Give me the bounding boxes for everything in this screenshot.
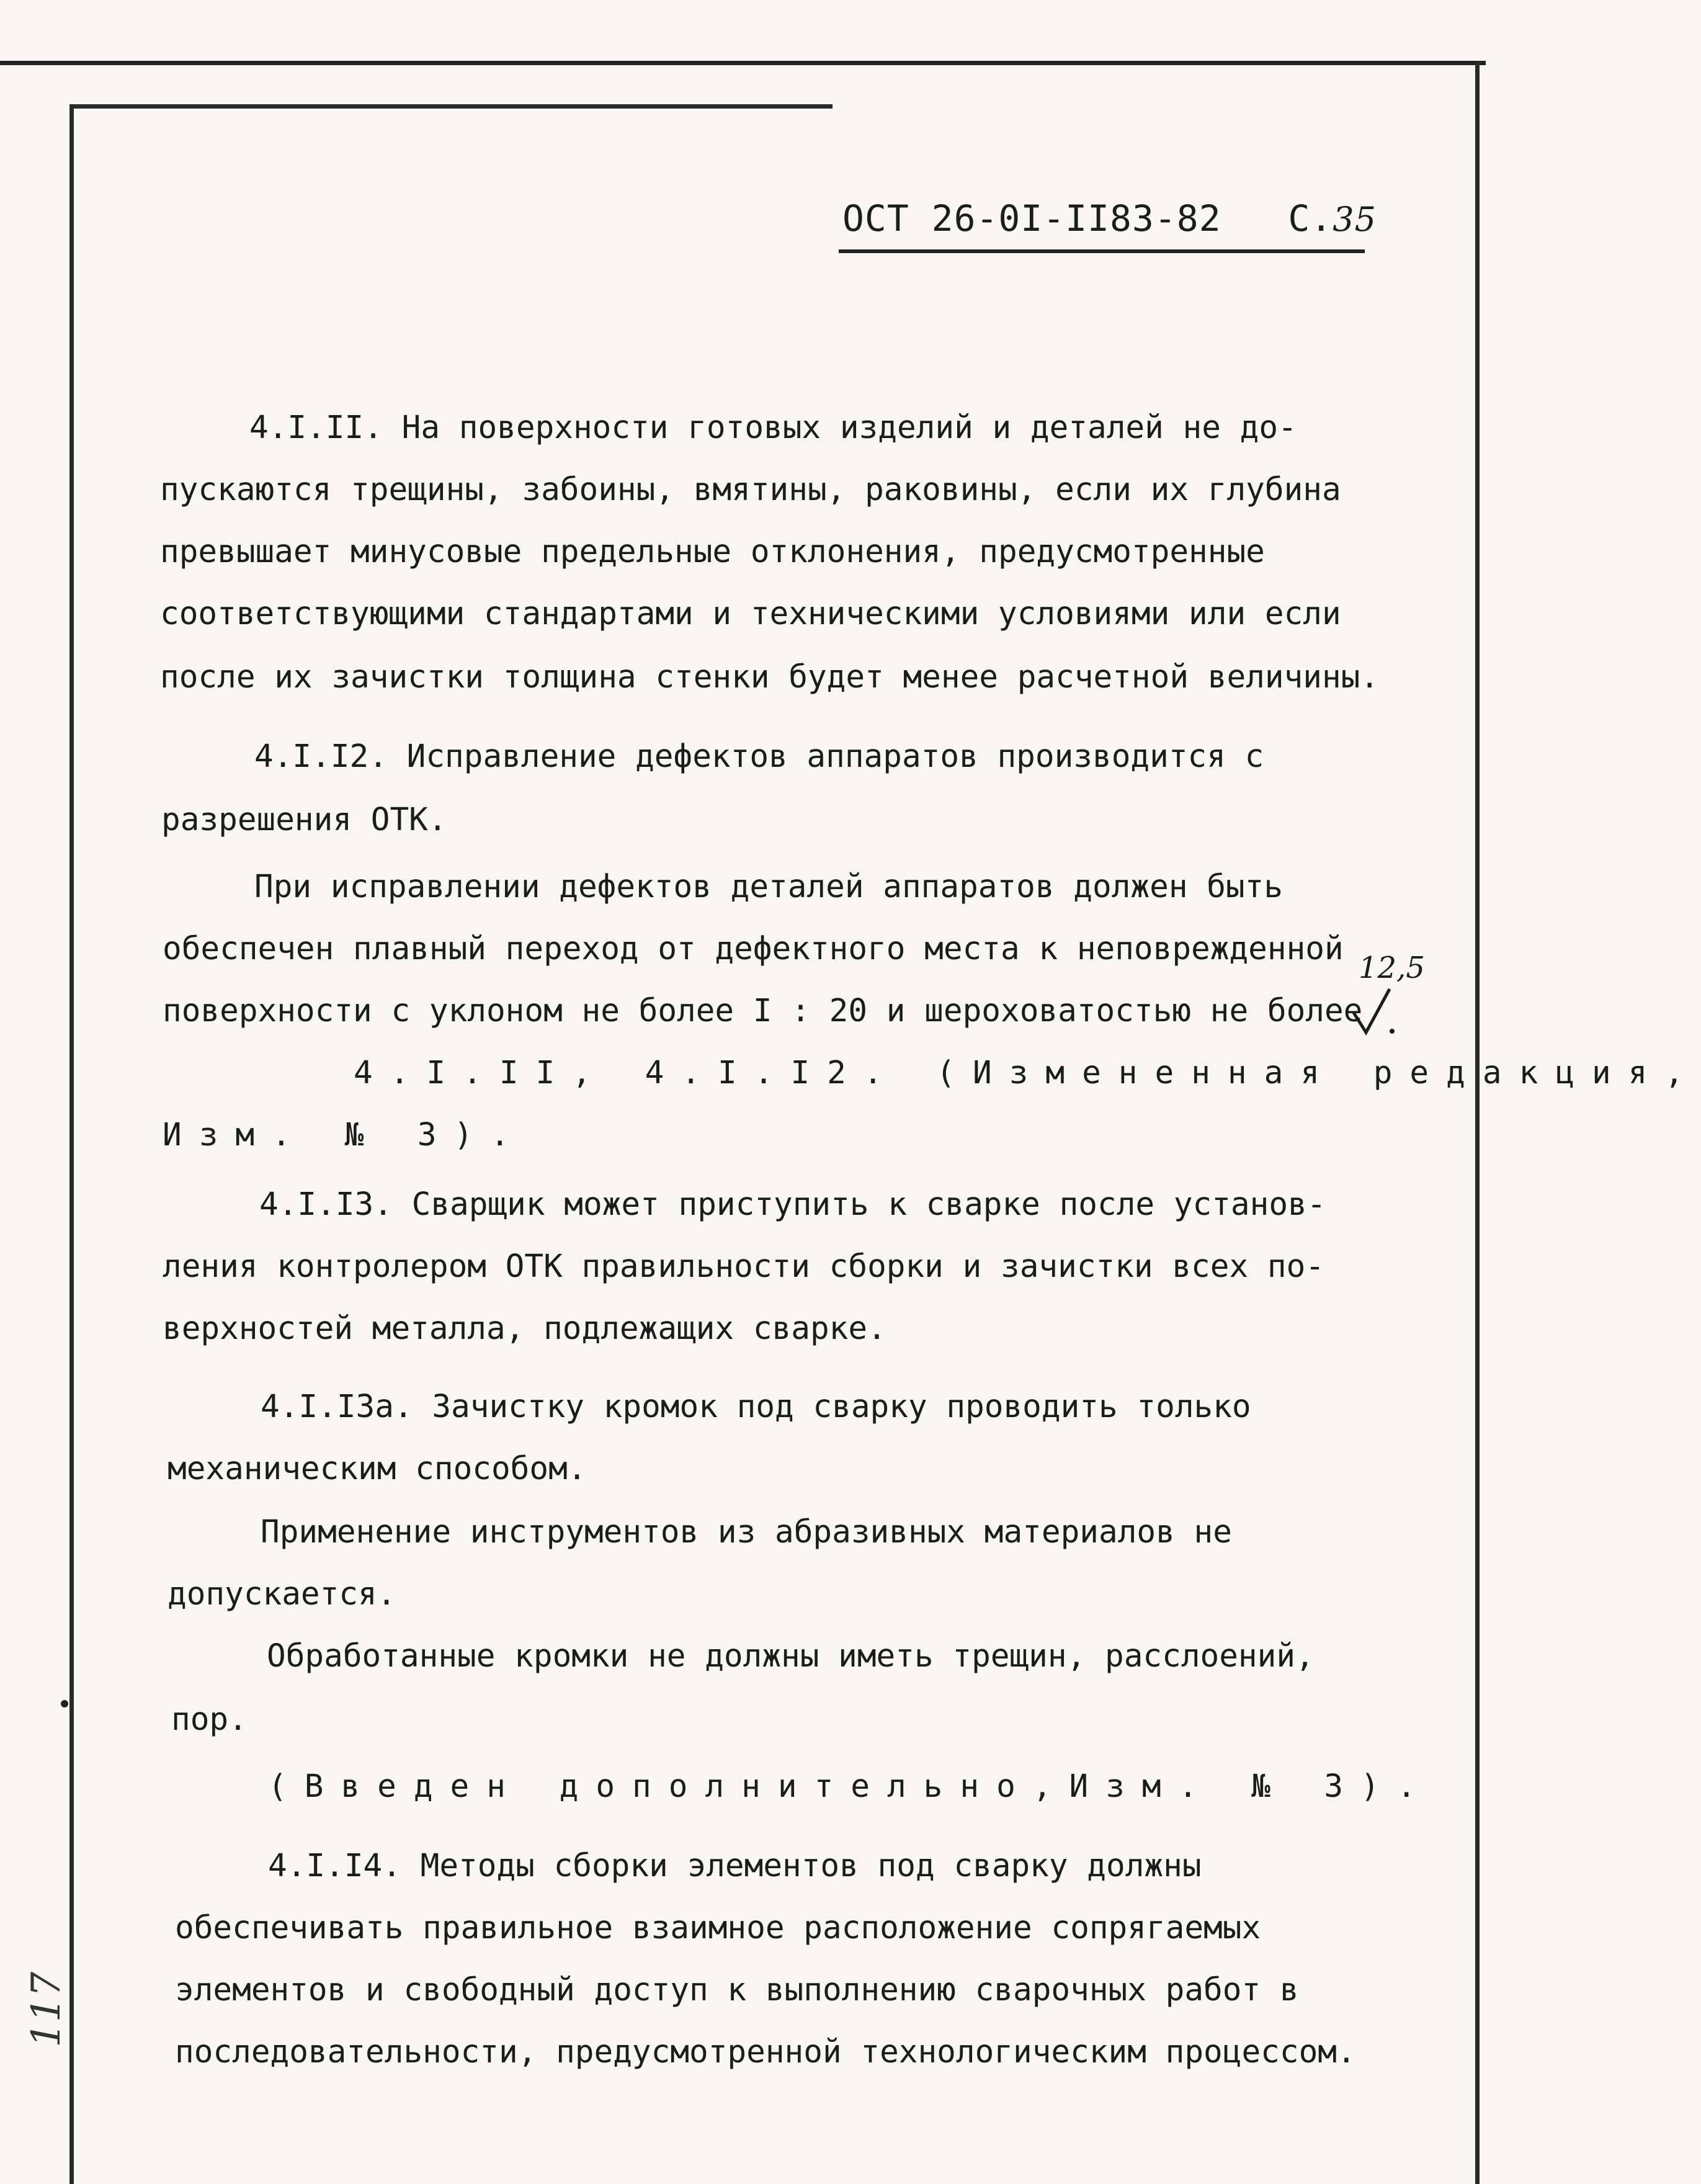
text-line: поверхности с уклоном не более I : 20 и шероховатостью не более [163,993,1363,1029]
text-line: обеспечивать правильное взаимное расположение сопрягаемых [175,1910,1261,1946]
text-line: соответствующими стандартами и техническими условиями или если [160,596,1341,632]
text-line: 4.I.II. На поверхности готовых изделий и деталей не до- [249,410,1297,446]
frame-left-border [69,105,74,2184]
text-line: верхностей металла, подлежащих сварке. [163,1310,886,1347]
text-line: 4.I.I3. Сварщик может приступить к сварке после установ- [259,1186,1326,1223]
margin-handwritten-note: 117 [24,1971,69,2048]
roughness-value: 12,5 [1359,951,1425,985]
text-line: 4.I.I3а. Зачистку кромок под сварку проводить только [261,1389,1251,1425]
page-number: 35 [1333,200,1377,239]
top-rule [0,61,1486,65]
text-line: Изм. № 3). [163,1117,527,1153]
text-line: 4.I.I4. Методы сборки элементов под сварку должны [268,1848,1202,1884]
text-line: Обработанные кромки не должны иметь трещин, расслоений, [267,1638,1315,1675]
text-line: разрешения ОТК. [161,802,447,838]
frame-top-border [69,104,833,109]
text-line: превышает минусовые предельные отклонения, предусмотренные [160,534,1265,570]
text-line: механическим способом. [167,1451,587,1487]
doc-code: ОСТ 26-0I-II83-82 [842,197,1221,239]
text-line: (Введен дополнительно,Изм. № 3). [268,1768,1434,1805]
text-line: элементов и свободный доступ к выполнению сварочных работ в [175,1972,1299,2008]
text-line: 4.I.II, 4.I.I2. (Измененная редакция, [354,1055,1701,1091]
margin-dot [61,1700,68,1707]
header-underline [839,249,1365,253]
page-prefix: С. [1288,197,1333,239]
text-line: ления контролером ОТК правильности сборки и зачистки всех по- [163,1248,1324,1285]
text-line: 4.I.I2. Исправление дефектов аппаратов производится с [254,738,1264,775]
text-line: допускается. [167,1576,396,1613]
text-line: При исправлении дефектов деталей аппаратов должен быть [254,869,1284,905]
frame-right-border [1475,62,1480,2184]
document-header [842,197,1377,239]
roughness-check-icon [1351,987,1395,1036]
text-line: пор. [171,1701,248,1738]
text-line: после их зачистки толщина стенки будет менее расчетной величины. [160,659,1380,696]
text-line: пускаются трещины, забоины, вмятины, раковины, если их глубина [160,472,1341,508]
text-line: последовательности, предусмотренной технологическим процессом. [175,2034,1356,2070]
text-line: Применение инструментов из абразивных материалов не [261,1514,1232,1551]
text-line: обеспечен плавный переход от дефектного места к неповрежденной [163,931,1344,967]
